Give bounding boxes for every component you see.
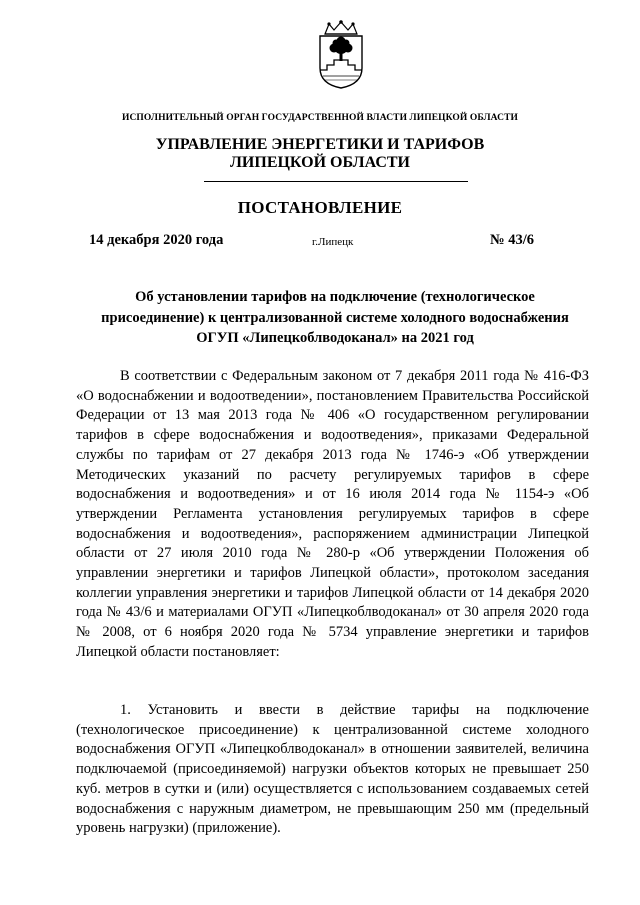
agency-name bbox=[0, 136, 640, 172]
document-number: № 43/6 bbox=[490, 232, 534, 248]
clause-1-text: 1. Установить и ввести в действие тарифы на подключение (технологическое присоединение) к централизованной системе холодного водоснабжения ОГУП «Липецкоблводоканал» в отношении заявителей, величина подключаемой (присоединяемой) нагрузки объектов которых не превышает 250 куб. метров в сутки и (или) осуществляется с использованием создаваемых сетей водоснабжения с наружным диаметром, не превышающим 250 мм (предельный уровень нагрузки) (приложение). bbox=[76, 702, 589, 837]
subject-line3: ОГУП «Липецкоблводоканал» на 2021 год bbox=[196, 330, 474, 346]
header-divider bbox=[204, 181, 468, 182]
authority-name: ИСПОЛНИТЕЛЬНЫЙ ОРГАН ГОСУДАРСТВЕННОЙ ВЛАСТИ ЛИПЕЦКОЙ ОБЛАСТИ bbox=[121, 113, 519, 123]
coat-of-arms-icon bbox=[315, 20, 367, 90]
agency-name-line2: ЛИПЕЦКОЙ ОБЛАСТИ bbox=[230, 154, 410, 171]
preamble-paragraph bbox=[76, 367, 589, 663]
preamble-text: В соответствии с Федеральным законом от 7 декабря 2011 года № 416-ФЗ «О водоснабжении и водоотведении», постановлением Правительства Российской Федерации от 13 мая 2013 года № 406 «О государственном регулировании тарифов в сфере водоснабжения и водоотведения», приказами Федеральной службы по тарифам от 27 декабря 2013 года № 1746-э «Об утверждении Методических указаний по расчету регулируемых тарифов в сфере водоснабжения и водоотведения» и от 16 июля 2014 года № 1154-э «Об утверждении Регламента установления регулируемых тарифов в сфере водоснабжения и водоотведения», распоряжением администрации Липецкой области от 27 июля 2010 года № 280-р «Об утверждении Положения об управлении энергетики и тарифов Липецкой области», протоколом заседания коллегии управления энергетики и тарифов Липецкой области от 14 декабря 2020 года № 43/6 и материалами ОГУП «Липецкоблводоканал» от 30 апреля 2020 года № 2008, от 6 ноября 2020 года № 5734 управление энергетики и тарифов Липецкой области постановляет: bbox=[76, 368, 589, 660]
document-city: г.Липецк bbox=[312, 236, 354, 248]
document-date: 14 декабря 2020 года bbox=[89, 232, 224, 248]
agency-name-line1: УПРАВЛЕНИЕ ЭНЕРГЕТИКИ И ТАРИФОВ bbox=[155, 136, 485, 153]
subject-line2: присоединение) к централизованной системе холодного водоснабжения bbox=[101, 309, 569, 326]
subject-line1: Об установлении тарифов на подключение (технологическое bbox=[135, 289, 535, 305]
document-type: ПОСТАНОВЛЕНИЕ bbox=[237, 198, 403, 217]
clause-1-paragraph bbox=[76, 701, 589, 839]
document-subject bbox=[80, 287, 590, 349]
